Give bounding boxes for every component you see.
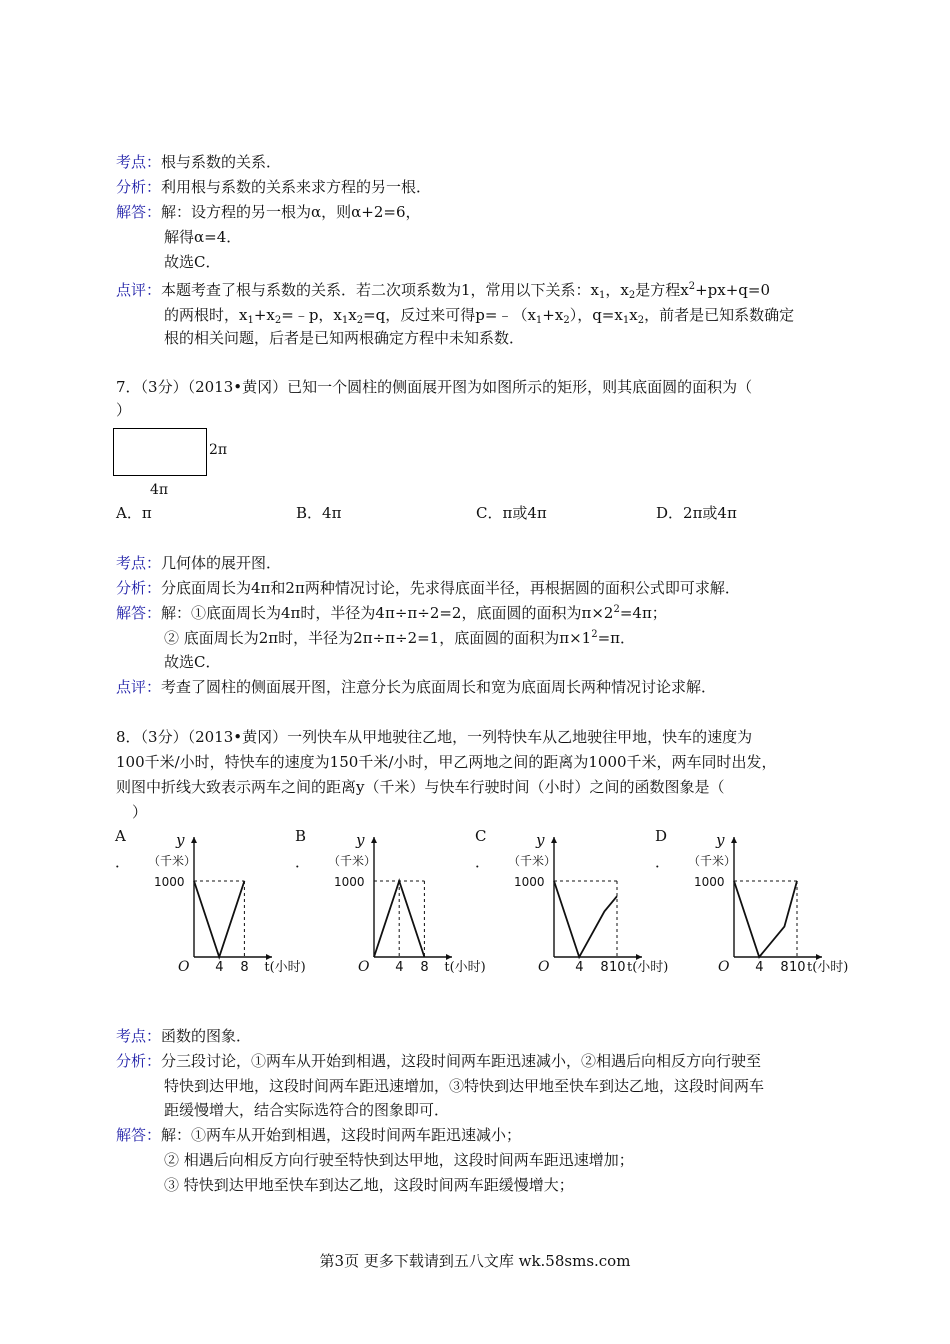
option-letter: B [295,827,307,845]
option-dot: ． [475,853,491,871]
y-axis-arrow [371,837,377,843]
graph-option-b [292,825,486,985]
subscript: 1 [535,315,543,326]
q7-stem-line-2: ） [116,401,132,419]
origin-label: O [358,959,370,975]
x-axis-label: t(小时) [807,960,849,975]
x-tick-10: 10 [789,960,806,975]
superscript: 2 [591,629,598,640]
subscript: 1 [341,315,349,326]
y-tick-1000: 1000 [514,875,545,889]
option-letter: C [475,827,487,845]
option-b: B．4π [296,504,342,522]
y-unit-label: （千米） [148,854,197,868]
kaodian-text: 函数的图象． [161,1027,252,1045]
jieda-text: 解：①两车从开始到相遇，这段时间两车距迅速减小； [161,1126,522,1144]
q8-stem-line-2: 100千米/小时，特快车的速度为150千米/小时，甲乙两地之间的距离为1000千米，两车同时出发， [116,753,777,771]
y-axis-label: y [716,831,725,849]
y-axis-label: y [176,831,185,849]
q8-jieda-line-3: ③ 特快到达甲地至快车到达乙地，这段时间两车距缓慢增大； [164,1176,574,1194]
text: 解：①底面周长为4π时，半径为4π÷π÷2=2，底面圆的面积为π×2 [161,604,614,622]
text: =﹣p，x [281,306,342,324]
x-tick-8: 8 [780,960,789,975]
superscript: 2 [613,604,620,615]
x-tick-4: 4 [395,960,404,975]
subscript: 2 [563,315,570,326]
q7-fenxi-line [116,578,740,598]
text: 本题考查了根与系数的关系．若二次项系数为1，常用以下关系：x [161,281,600,299]
q7-dianping-line [116,677,716,697]
option-dot: ． [115,853,131,871]
subscript: 2 [637,315,645,326]
origin-label: O [718,959,730,975]
y-tick-1000: 1000 [694,875,725,889]
q8-stem-line-4: ） [132,803,148,821]
q7-jieda-line-3: 故选C． [164,653,221,671]
text: ），q=x [569,306,623,324]
x-tick-4: 4 [575,960,584,975]
q6-kaodian-line [116,152,281,172]
y-tick-1000: 1000 [334,875,365,889]
dianping-label: 点评： [116,281,162,299]
function-polyline [194,881,244,957]
x-tick-4: 4 [755,960,764,975]
q6-dianping-line-2 [164,305,794,325]
q8-fenxi-line-3: 距缓慢增大，结合实际选符合的图象即可． [164,1101,450,1119]
text: ，x [605,281,629,299]
superscript: 2 [688,281,696,292]
option-c: C．π或4π [476,504,547,522]
kaodian-label: 考点： [116,554,162,572]
rect-side-label: 2π [209,442,228,458]
option-d: D．2π或4π [656,504,737,522]
subscript: 1 [247,315,254,326]
x-tick-10: 10 [609,960,626,975]
text: +px+q=0 [695,281,771,299]
x-tick-8: 8 [420,960,429,975]
q6-dianping-line [116,280,770,300]
graph-option-a [112,825,306,985]
option-letter: A [115,827,126,845]
q8-stem-line-1: 8．（3分）（2013•黄冈）一列快车从甲地驶往乙地，一列特快车从乙地驶往甲地，快车的速度为 [116,728,753,746]
q8-jieda-line-2: ② 相遇后向相反方向行驶至特快到达甲地，这段时间两车距迅速增加； [164,1151,634,1169]
q8-kaodian-line [116,1026,251,1046]
q8-fenxi-line-2: 特快到达甲地，这段时间两车距迅速增加，③特快到达甲地至快车到达乙地，这段时间两车 [164,1077,765,1095]
rect-bottom-label: 4π [150,482,169,498]
graph-option-c [472,825,669,985]
q7-kaodian-line [116,553,281,573]
origin-label: O [178,959,190,975]
kaodian-text: 几何体的展开图． [161,554,282,572]
q6-jieda-line-3: 故选C． [164,253,221,271]
option-letter: D [655,827,668,845]
function-polyline [734,881,797,957]
text: =q，反过来可得p=﹣（x [363,306,536,324]
jieda-label: 解答： [116,604,162,622]
q7-jieda-line-2 [164,628,635,648]
fenxi-text: 利用根与系数的关系来求方程的另一根． [161,178,432,196]
dianping-text: 考查了圆柱的侧面展开图，注意分长为底面周长和宽为底面周长两种情况讨论求解． [161,678,717,696]
fenxi-label: 分析： [116,579,162,597]
option-dot: ． [655,853,671,871]
fenxi-text: 分三段讨论，①两车从开始到相遇，这段时间两车距迅速减小，②相遇后向相反方向行驶至 [161,1052,762,1070]
subscript: 2 [356,315,364,326]
y-axis-arrow [191,837,197,843]
text: ② 底面周长为2π时，半径为2π÷π÷2=1，底面圆的面积为π×1 [164,629,592,647]
x-tick-4: 4 [215,960,224,975]
q8-jieda-line [116,1125,521,1145]
x-tick-8: 8 [240,960,249,975]
q8-stem-line-3: 则图中折线大致表示两车之间的距离y（千米）与快车行驶时间（小时）之间的函数图象是（ [116,778,725,796]
jieda-text: 解：设方程的另一根为α，则α+2=6， [161,203,421,221]
option-dot: ． [295,853,311,871]
origin-label: O [538,959,550,975]
jieda-label: 解答： [116,203,162,221]
y-unit-label: （千米） [508,854,557,868]
q8-fenxi-line [116,1051,761,1071]
text: =4π； [619,604,667,622]
q6-fenxi-line [116,177,431,197]
x-axis-label: t(小时) [444,960,486,975]
subscript: 2 [628,290,636,301]
q7-stem-line-1: 7．（3分）（2013•黄冈）已知一个圆柱的侧面展开图为如图所示的矩形，则其底面圆的面积为（ [116,378,753,396]
text: ，前者是已知系数确定 [644,306,795,324]
y-axis-label: y [356,831,365,849]
q6-dianping-line-3: 根的相关问题，后者是已知两根确定方程中未知系数． [164,329,525,347]
q7-jieda-line [116,603,667,623]
fenxi-label: 分析： [116,178,162,196]
kaodian-label: 考点： [116,1027,162,1045]
text: 的两根时，x [164,306,248,324]
subscript: 1 [622,315,630,326]
kaodian-text: 根与系数的关系． [161,153,282,171]
kaodian-label: 考点： [116,153,162,171]
x-tick-8: 8 [600,960,609,975]
x-axis-label: t(小时) [264,960,306,975]
fenxi-label: 分析： [116,1052,162,1070]
y-tick-1000: 1000 [154,875,185,889]
y-axis-arrow [551,837,557,843]
y-axis-label: y [536,831,545,849]
q6-jieda-line [116,202,421,222]
q6-jieda-line-2: 解得α=4． [164,228,242,246]
text: 是方程x [635,281,689,299]
fenxi-text: 分底面周长为4π和2π两种情况讨论，先求得底面半径，再根据圆的面积公式即可求解． [161,579,740,597]
text: x [629,306,638,324]
function-polyline [554,881,617,957]
page-footer: 第3页 更多下载请到五八文库 wk.58sms.com [319,1252,631,1270]
text: x [348,306,357,324]
dianping-label: 点评： [116,678,162,696]
y-axis-arrow [731,837,737,843]
jieda-label: 解答： [116,1126,162,1144]
text: +x [253,306,275,324]
subscript: 2 [274,315,282,326]
text: =π． [597,629,636,647]
x-axis-label: t(小时) [627,960,669,975]
graph-option-d [652,825,852,985]
unfolded-rectangle [113,428,207,476]
y-unit-label: （千米） [328,854,377,868]
option-a: A．π [116,504,152,522]
subscript: 1 [599,290,606,301]
y-unit-label: （千米） [688,854,737,868]
text: +x [542,306,564,324]
